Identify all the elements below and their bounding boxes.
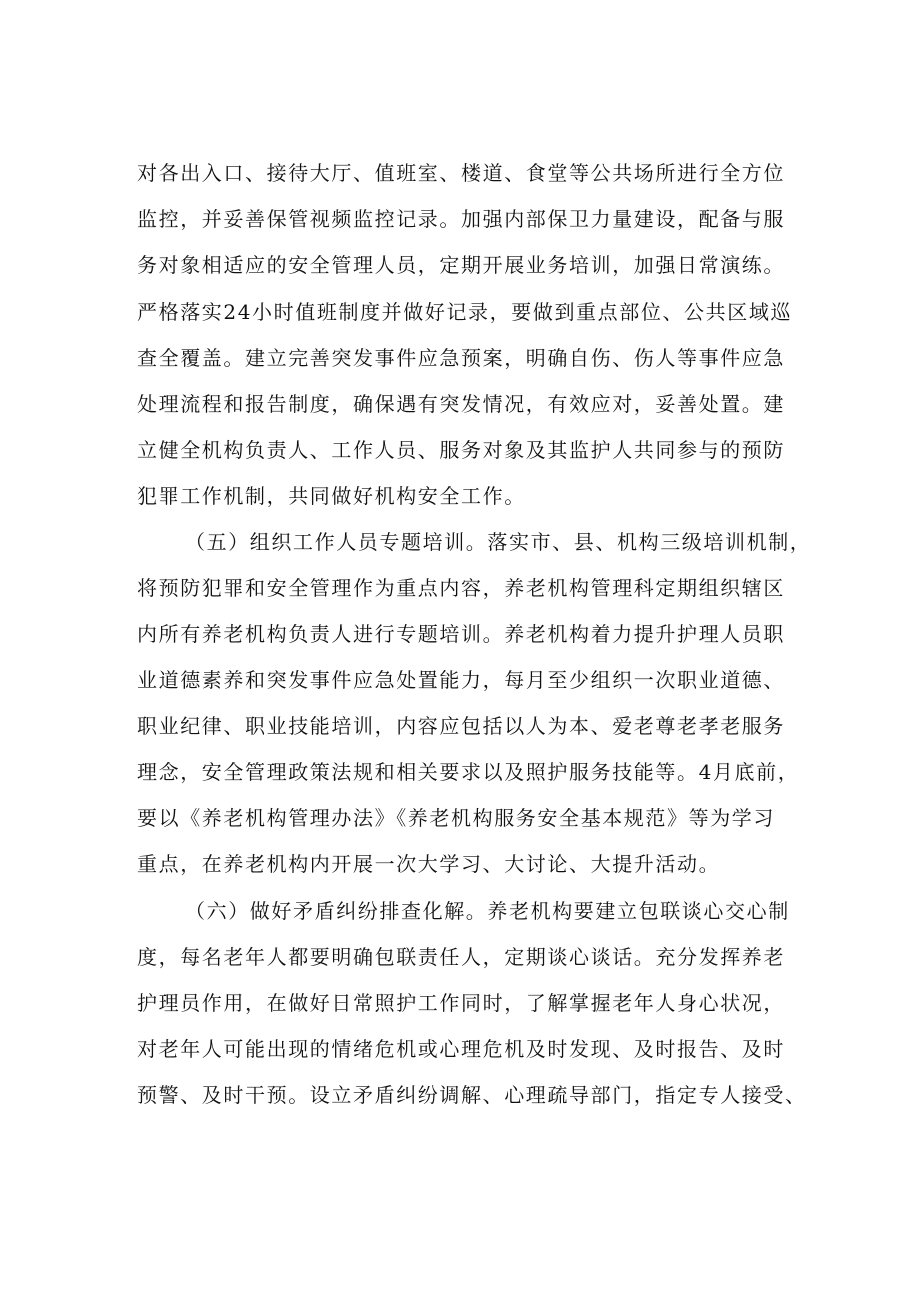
paragraph-line: 度，每名老年人都要明确包联责任人，定期谈心谈话。充分发挥养老 (137, 945, 785, 969)
paragraph-line: 对老年人可能出现的情绪危机或心理危机及时发现、及时报告、及时 (137, 1037, 785, 1061)
paragraph-line: 重点，在养老机构内开展一次大学习、大讨论、大提升活动。 (137, 852, 721, 876)
paragraph-line: 严格落实24小时值班制度并做好记录，要做到重点部位、公共区域巡 (137, 300, 793, 324)
paragraph-first-line: （六）做好矛盾纠纷排查化解。养老机构要建立包联谈心交心制 (185, 899, 790, 923)
paragraph-line: 犯罪工作机制，共同做好机构安全工作。 (137, 484, 526, 508)
paragraph-line: 将预防犯罪和安全管理作为重点内容，养老机构管理科定期组织辖区 (137, 576, 785, 600)
paragraph-line: 护理员作用，在做好日常照护工作同时，了解掌握老年人身心状况， (137, 991, 785, 1015)
paragraph-line: 理念，安全管理政策法规和相关要求以及照护服务技能等。4月底前， (137, 760, 800, 784)
paragraph-line: 立健全机构负责人、工作人员、服务对象及其监护人共同参与的预防 (137, 438, 785, 462)
paragraph-line: 对各出入口、接待大厅、值班室、楼道、食堂等公共场所进行全方位 (137, 161, 785, 185)
paragraph-line: 要以《养老机构管理办法》《养老机构服务安全基本规范》等为学习 (137, 806, 775, 830)
paragraph-line: 业道德素养和突发事件应急处置能力，每月至少组织一次职业道德、 (137, 668, 785, 692)
paragraph-line: 内所有养老机构负责人进行专题培训。养老机构着力提升护理人员职 (137, 622, 785, 646)
paragraph-line: 务对象相适应的安全管理人员，定期开展业务培训，加强日常演练。 (137, 253, 785, 277)
paragraph-line: 查全覆盖。建立完善突发事件应急预案，明确自伤、伤人等事件应急 (137, 346, 785, 370)
paragraph-line: 处理流程和报告制度，确保遇有突发情况，有效应对，妥善处置。建 (137, 392, 785, 416)
paragraph-line: 职业纪律、职业技能培训，内容应包括以人为本、爱老尊老孝老服务 (137, 714, 785, 738)
paragraph-line: 预警、及时干预。设立矛盾纠纷调解、心理疏导部门，指定专人接受、 (137, 1083, 807, 1107)
paragraph-line: 监控，并妥善保管视频监控记录。加强内部保卫力量建设，配备与服 (137, 207, 785, 231)
paragraph-first-line: （五）组织工作人员专题培训。落实市、县、机构三级培训机制， (185, 530, 812, 554)
